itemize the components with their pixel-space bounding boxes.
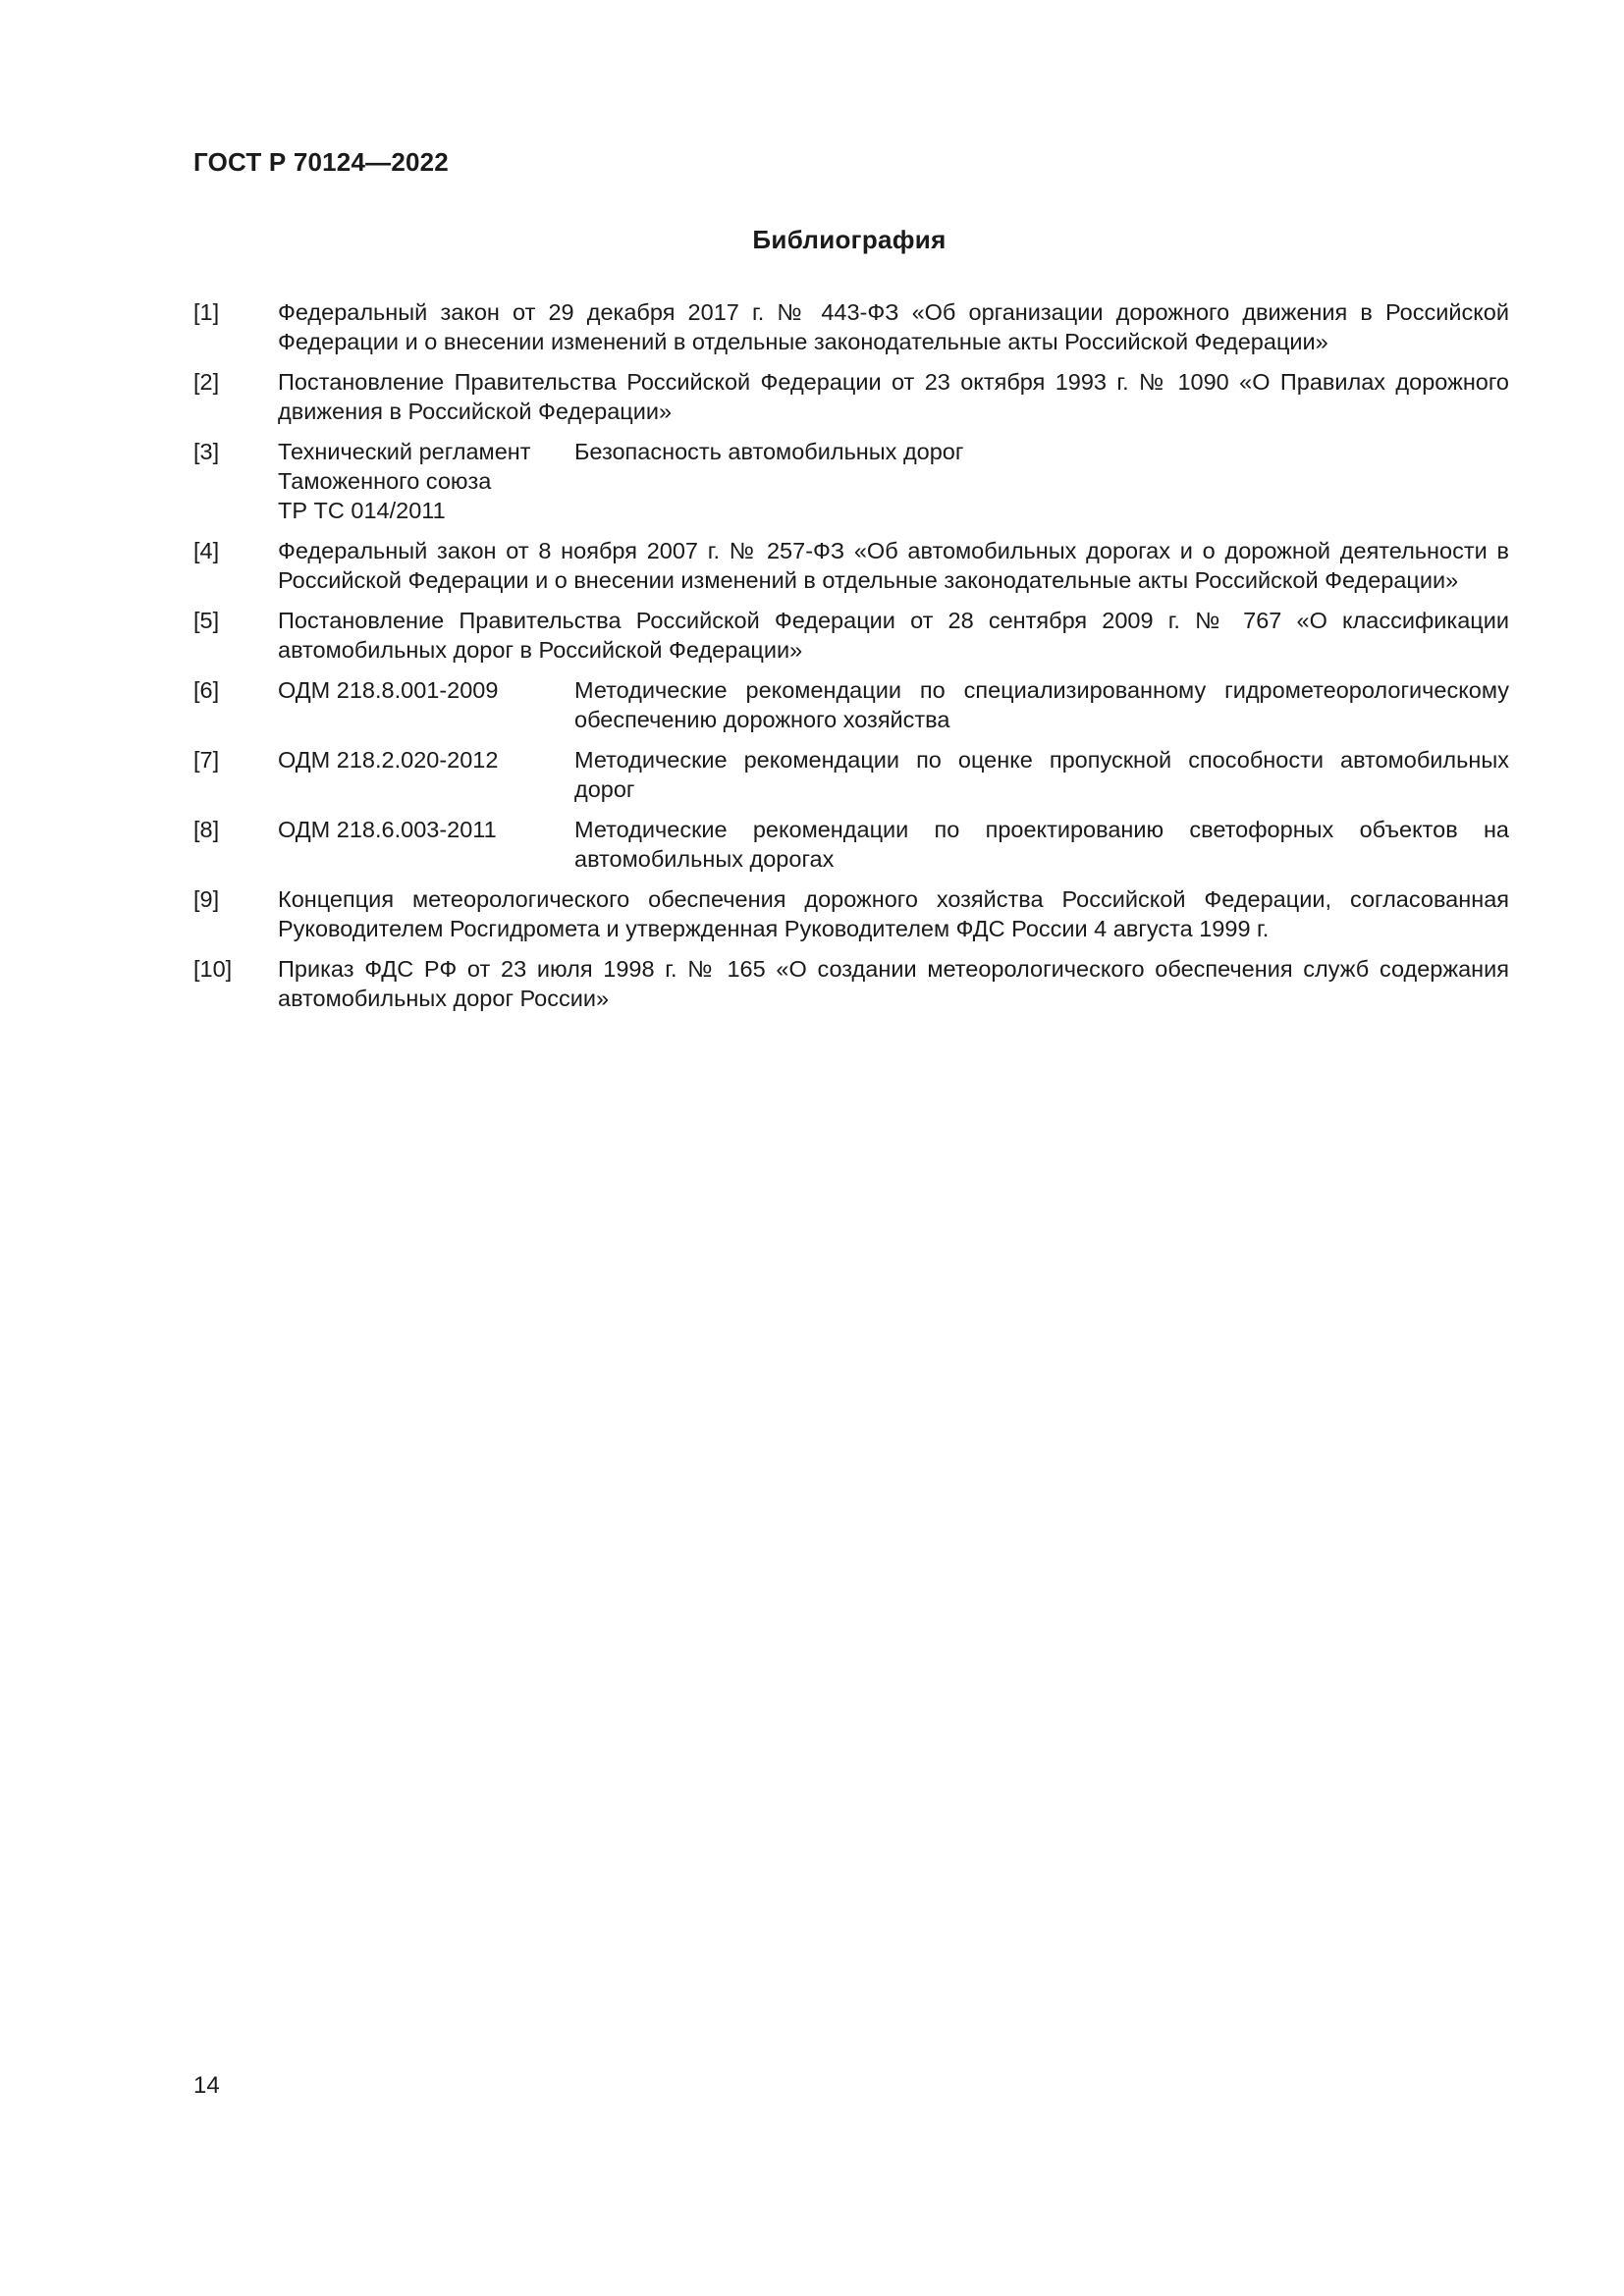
- bibliography-entry-4: [193, 536, 1509, 595]
- entry-text: Концепция метеорологического обеспечения дорожного хозяйства Российской Федерации, согласованная Руководителем Росгидромета и утвержденная Руководителем ФДС России 4 августа 1999 г.: [278, 886, 1509, 941]
- entry-code: ОДМ 218.6.003-2011: [278, 817, 497, 842]
- entry-number: [2]: [193, 369, 220, 395]
- entry-text: Федеральный закон от 8 ноября 2007 г. № 257-ФЗ «Об автомобильных дорогах и о дорожной деятельности в Российской Федерации и о внесении изменений в отдельные законодательные акты Российской Федерации»: [278, 538, 1509, 593]
- entry-text: Постановление Правительства Российской Федерации от 28 сентября 2009 г. № 767 «О классификации автомобильных дорог в Российской Федерации»: [278, 608, 1509, 663]
- entry-text: Федеральный закон от 29 декабря 2017 г. № 443-ФЗ «Об организации дорожного движения в Российской Федерации и о внесении изменений в отдельные законодательные акты Российской Федерации»: [278, 299, 1509, 354]
- entry-number: [1]: [193, 299, 220, 325]
- entry-code-line: Технический регламент: [278, 439, 531, 464]
- entry-description: Методические рекомендации по специализированному гидрометеорологическому обеспечению дорожного хозяйства: [574, 677, 1509, 732]
- section-title: Библиография: [752, 225, 947, 254]
- entry-number: [8]: [193, 817, 220, 842]
- entry-text: Приказ ФДС РФ от 23 июля 1998 г. № 165 «О создании метеорологического обеспечения служб содержания автомобильных дорог России»: [278, 956, 1509, 1011]
- bibliography-entry-5: [193, 606, 1509, 665]
- bibliography-entry-6: [193, 675, 1509, 734]
- entry-code-line: Таможенного союза: [278, 468, 492, 494]
- entry-description: Безопасность автомобильных дорог: [574, 439, 964, 464]
- entry-code: ОДМ 218.8.001-2009: [278, 677, 499, 703]
- entry-text: Постановление Правительства Российской Федерации от 23 октября 1993 г. № 1090 «О Правилах дорожного движения в Российской Федерации»: [278, 369, 1509, 424]
- page-number: 14: [193, 2072, 220, 2099]
- bibliography-entry-10: [193, 954, 1509, 1013]
- bibliography-entry-3: [193, 437, 1509, 525]
- bibliography-entry-1: [193, 297, 1509, 356]
- bibliography-list: [193, 297, 1509, 1024]
- entry-number: [3]: [193, 439, 220, 464]
- bibliography-entry-7: [193, 745, 1509, 804]
- bibliography-entry-2: [193, 367, 1509, 426]
- entry-code: [278, 437, 574, 525]
- entry-number: [9]: [193, 886, 220, 912]
- entry-code-line: ТР ТС 014/2011: [278, 498, 446, 523]
- entry-code: ОДМ 218.2.020-2012: [278, 747, 499, 773]
- entry-number: [7]: [193, 747, 220, 773]
- entry-number: [4]: [193, 538, 220, 563]
- bibliography-entry-9: [193, 884, 1509, 943]
- bibliography-entry-8: [193, 815, 1509, 874]
- entry-description: Методические рекомендации по оценке пропускной способности автомобильных дорог: [574, 747, 1509, 802]
- entry-number: [10]: [193, 956, 233, 982]
- entry-number: [6]: [193, 677, 220, 703]
- entry-number: [5]: [193, 608, 220, 633]
- entry-description: Методические рекомендации по проектированию светофорных объектов на автомобильных дорогах: [574, 817, 1509, 872]
- document-header: ГОСТ Р 70124—2022: [193, 147, 449, 177]
